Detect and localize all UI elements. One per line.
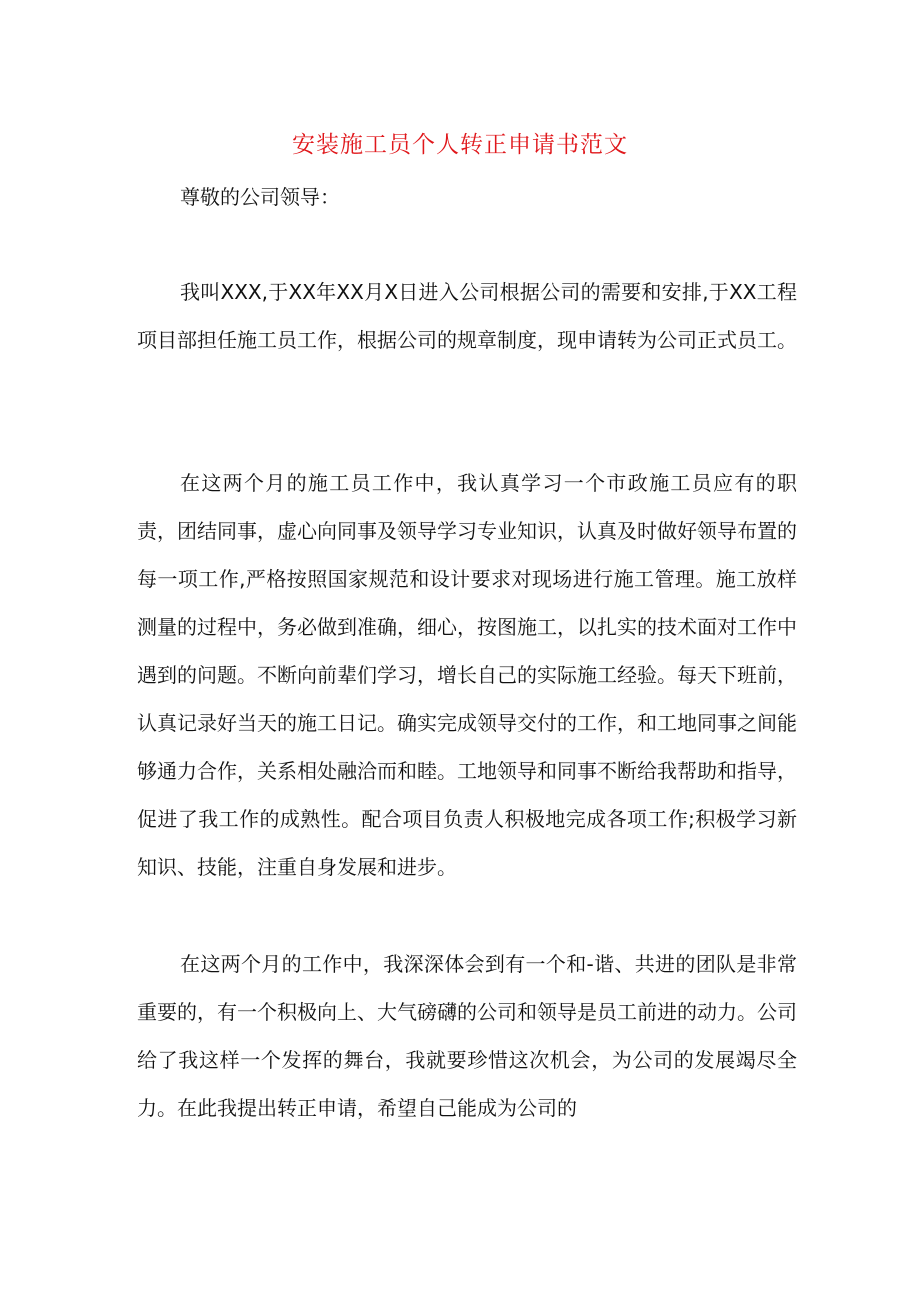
- body-paragraph: 在这两个月的施工员工作中，我认真学习一个市政施工员应有的职责，团结同事，虚心向同事及领导学习专业知识，认真及时做好领导布置的每一项工作,严格按照国家规范和设计要求对现场进行施工管理。施工放样测量的过程中，务必做到准确，细心，按图施工，以扎实的技术面对工作中遇到的问题。不断向前辈们学习，增长自己的实际施工经验。每天下班前，认真记录好当天的施工日记。确实完成领导交付的工作，和工地同事之间能够通力合作，关系相处融洽而和睦。工地领导和同事不断给我帮助和指导，促进了我工作的成熟性。配合项目负责人积极地完成各项工作;积极学习新知识、技能，注重自身发展和进步。: [137, 471, 797, 879]
- document-title: 安装施工员个人转正申请书范文: [292, 132, 628, 158]
- body-paragraph: 在这两个月的工作中，我深深体会到有一个和-谐、共进的团队是非常重要的，有一个积极向上、大气磅礴的公司和领导是员工前进的动力。公司给了我这样一个发挥的舞台，我就要珍惜这次机会，为公司的发展竭尽全力。在此我提出转正申请，希望自己能成为公司的: [137, 952, 797, 1120]
- body-paragraph: 我叫XXX,于XX年XX月X日进入公司根据公司的需要和安排,于XX工程项目部担任施工员工作，根据公司的规章制度，现申请转为公司正式员工。: [137, 280, 797, 352]
- salutation: 尊敬的公司领导：: [180, 185, 340, 209]
